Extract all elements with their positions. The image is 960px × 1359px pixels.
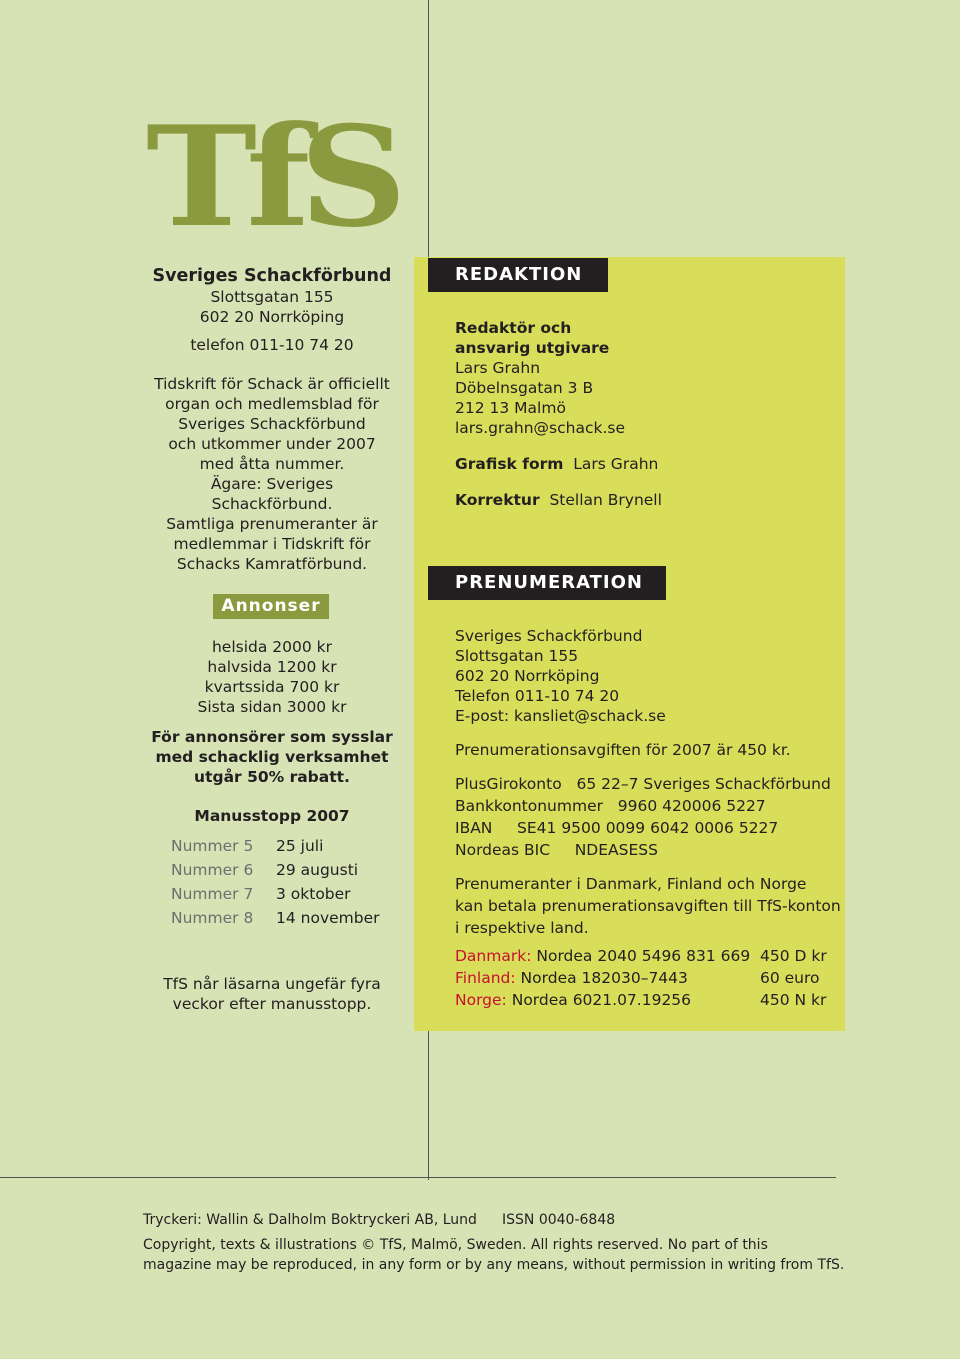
country-account: Nordea 182030–7443 [520, 969, 688, 987]
bank-line: IBAN SE41 9500 0099 6042 0006 5227 [455, 819, 779, 837]
deadline-label: Nummer 5 [171, 837, 254, 855]
deadline-date: 25 juli [276, 837, 324, 855]
nordic-line: Prenumeranter i Danmark, Finland och Norge [455, 875, 807, 893]
country-price: 450 D kr [760, 947, 827, 965]
ad-price: kvartssida 700 kr [204, 678, 340, 696]
editor-address-2: 212 13 Malmö [455, 399, 566, 417]
deadlines-heading [150, 806, 394, 826]
deadline-date: 29 augusti [276, 861, 359, 879]
ad-price: helsida 2000 kr [211, 638, 333, 656]
nordic-line: i respektive land. [455, 919, 589, 937]
editor-address-1: Döbelnsgatan 3 B [455, 379, 594, 397]
discount-line: För annonsörer som sysslar [151, 728, 393, 746]
description-line: medlemmar i Tidskrift för [173, 535, 371, 553]
sub-email: E-post: kansliet@schack.se [455, 707, 666, 725]
deadlines-title: Manusstopp 2007 [194, 807, 350, 825]
description-line: Tidskrift för Schack är officiellt [154, 375, 390, 393]
description-line: med åtta nummer. [199, 455, 345, 473]
country-account: Nordea 6021.07.19256 [511, 991, 692, 1009]
publisher-description [150, 374, 394, 574]
deadline-label: Nummer 6 [171, 861, 254, 879]
ad-price: Sista sidan 3000 kr [197, 698, 347, 716]
footer-issn: ISSN 0040-6848 [502, 1212, 616, 1228]
bank-line: Nordeas BIC NDEASESS [455, 841, 658, 859]
proof-credit [455, 490, 662, 510]
description-line: Schacks Kamratförbund. [176, 555, 368, 573]
footer-copyright-2: magazine may be reproduced, in any form or by any means, without permission in writing from TfS. [143, 1257, 845, 1273]
publisher-phone: telefon 011-10 74 20 [190, 336, 354, 354]
nordic-line: kan betala prenumerationsavgiften till TfS-konton [455, 897, 841, 915]
ad-price: halvsida 1200 kr [207, 658, 337, 676]
description-line: Ägare: Sveriges Schackförbund. [210, 475, 334, 513]
ads-heading: Annonser [213, 594, 329, 619]
note-line: TfS når läsarna ungefär fyra [163, 975, 381, 993]
description-line: Sveriges Schackförbund [178, 415, 366, 433]
sub-address-1: Sveriges Schackförbund [455, 627, 643, 645]
sub-phone: Telefon 011-10 74 20 [455, 687, 620, 705]
bank-line: PlusGirokonto 65 22–7 Sveriges Schackförbund [455, 775, 831, 793]
sub-address-3: 602 20 Norrköping [455, 667, 600, 685]
deadline-date: 3 oktober [276, 885, 351, 903]
ad-prices [150, 637, 394, 717]
country-name: Norge: [455, 991, 507, 1009]
country-name: Danmark: [455, 947, 532, 965]
proof-label: Korrektur [455, 491, 540, 509]
editor-label-2: ansvarig utgivare [455, 339, 610, 357]
description-line: och utkommer under 2007 [168, 435, 376, 453]
note-line: veckor efter manusstopp. [172, 995, 372, 1013]
ad-discount [146, 727, 398, 787]
deadline-label: Nummer 8 [171, 909, 254, 927]
footer-divider [0, 1177, 836, 1178]
publisher-name: Sveriges Schackförbund [152, 266, 392, 286]
sub-fee: Prenumerationsavgiften för 2007 är 450 kr. [455, 741, 791, 759]
sub-address-2: Slottsgatan 155 [455, 647, 579, 665]
description-line: organ och medlemsblad för [165, 395, 379, 413]
country-price: 450 N kr [760, 991, 827, 1009]
publisher-address-2: 602 20 Norrköping [199, 308, 345, 326]
publisher-block [150, 265, 394, 574]
editor-name: Lars Grahn [455, 359, 541, 377]
country-row-finland [455, 967, 688, 989]
country-account: Nordea 2040 5496 831 669 [536, 947, 751, 965]
publisher-address-1: Slottsgatan 155 [210, 288, 334, 306]
footer-printer: Tryckeri: Wallin & Dalholm Boktryckeri AB, Lund [143, 1212, 477, 1228]
discount-line: med schacklig verksamhet [155, 748, 389, 766]
deadline-note [146, 974, 398, 1014]
country-price: 60 euro [760, 969, 820, 987]
prenumeration-heading: PRENUMERATION [428, 566, 666, 600]
design-name: Lars Grahn [573, 455, 659, 473]
editor-label-1: Redaktör och [455, 319, 572, 337]
design-credit [455, 454, 658, 474]
tfs-logo: TfS [146, 95, 397, 258]
redaktion-heading: REDAKTION [428, 258, 608, 292]
proof-name: Stellan Brynell [549, 491, 662, 509]
footer-copyright-1: Copyright, texts & illustrations © TfS, Malmö, Sweden. All rights reserved. No part of this [143, 1237, 768, 1253]
editor-email: lars.grahn@schack.se [455, 419, 625, 437]
bank-line: Bankkontonummer 9960 420006 5227 [455, 797, 766, 815]
country-row-denmark [455, 945, 750, 967]
discount-line: utgår 50% rabatt. [194, 768, 350, 786]
deadline-date: 14 november [276, 909, 380, 927]
description-line: Samtliga prenumeranter är [166, 515, 378, 533]
design-label: Grafisk form [455, 455, 564, 473]
country-name: Finland: [455, 969, 516, 987]
country-row-norway [455, 989, 691, 1011]
deadline-label: Nummer 7 [171, 885, 254, 903]
